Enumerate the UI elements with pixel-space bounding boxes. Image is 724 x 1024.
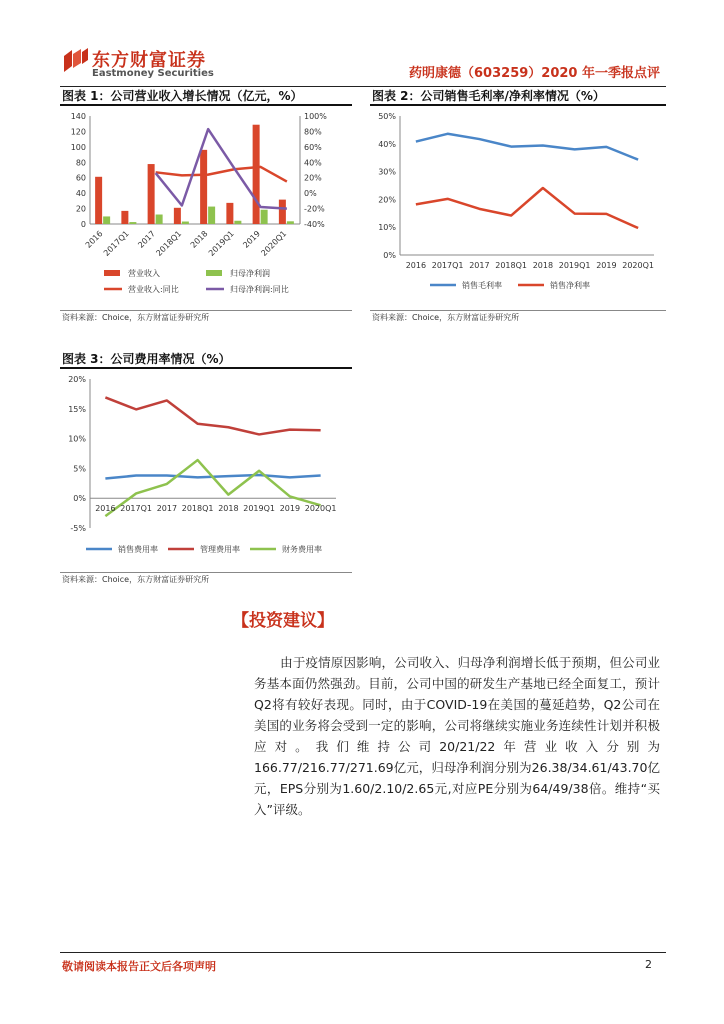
figure-2-y-tick-label: 10% [378,223,396,233]
figure-1-x-tick-label: 2017Q1 [101,229,131,258]
figure-3-chart [60,370,352,570]
figure-2-y-tick-label: 50% [378,112,396,121]
figure-1-left-tick-label: 140 [70,112,86,121]
figure-1-bar [261,210,268,224]
logo-english-name: Eastmoney Securities [92,68,214,79]
figure-2-rule [370,104,666,106]
figure-2-x-tick-label: 2017Q1 [431,261,464,270]
figure-1-left-tick-label: 120 [70,127,86,137]
figure-1-right-tick-label: 100% [304,112,327,121]
figure-1-legend-label: 营业收入 [128,269,160,278]
figure-1-legend-label: 归母净利润 [230,269,270,278]
figure-1-bar [174,208,181,224]
figure-3-y-tick-label: -5% [70,524,86,533]
figure-1-source: 资料来源：Choice，东方财富证券研究所 [62,313,210,322]
figure-3-source-rule [60,572,352,573]
figure-3-title: 图表 3：公司费用率情况（%） [62,352,231,366]
figure-1-x-tick-label: 2017 [136,229,158,250]
disclaimer-note: 敬请阅读本报告正文后各项声明 [62,960,216,973]
figure-1-bar [208,207,215,224]
section-title-investment-advice: 【投资建议】 [232,611,334,631]
figure-1-bar [200,150,207,224]
figure-2-legend-label: 销售毛利率 [462,281,502,290]
figure-2-x-tick-label: 2019Q1 [558,261,591,270]
figure-1-bar [253,125,260,224]
figure-1-legend-label: 营业收入:同比 [128,285,179,294]
figure-1-right-tick-label: 60% [304,142,322,152]
figure-2-y-tick-label: 30% [378,167,396,177]
figure-3-y-tick-label: 0% [73,494,86,504]
figure-1-bar [287,221,294,224]
figure-3-x-tick-label: 2020Q1 [304,504,337,514]
figure-2-y-tick-label: 20% [378,195,396,205]
figure-1-right-tick-label: 80% [304,127,322,137]
investment-advice-paragraph [254,652,660,820]
investment-advice-text: 由于疫情原因影响，公司收入、归母净利润增长低于预期，但公司业务基本面仍然强劲。目前，公司中国的研发生产基地已经全面复工，预计Q2将有较好表现。同时，由于COVID-19在美国的蔓延趋势，Q2公司在美国的业务将会受到一定的影响，公司将继续实施业务连续性计划并积极应对。我们维持公司20/21/22年营业收入分别为166.77/216.77/271.69亿元，归母净利润分别为26.38/34.61/43.70亿元，EPS分别为1.60/2.10/2.65元,对应PE分别为64/49/38倍。维持“买入”评级。 [254,655,660,817]
figure-2-line [416,134,638,160]
figure-1-x-tick-label: 2019Q1 [206,229,236,258]
figure-1-left-tick-label: 40 [75,189,86,199]
figure-3-legend-label: 销售费用率 [118,545,158,554]
figure-1-left-tick-label: 60 [75,173,86,183]
figure-1-bar [156,215,163,224]
figure-1-line [156,129,287,208]
figure-2-legend-label: 销售净利率 [550,281,590,290]
report-title: 药明康德（603259）2020 年一季报点评 [409,66,660,81]
figure-3-x-tick-label: 2018 [218,504,239,514]
figure-1-right-tick-label: -40% [304,220,325,229]
figure-2-y-tick-label: 40% [378,139,396,149]
page-number: 2 [645,958,652,971]
figure-1-bar [234,221,241,224]
figure-3-y-tick-label: 5% [73,464,86,474]
figure-1-x-tick-label: 2018 [188,229,210,250]
figure-1-right-tick-label: -20% [304,204,325,214]
figure-1-left-tick-label: 80 [75,158,86,168]
figure-1-right-tick-label: 40% [304,158,322,168]
figure-2-source-rule [370,310,666,311]
figure-3-y-tick-label: 10% [68,434,86,444]
figure-3-source: 资料来源：Choice，东方财富证券研究所 [62,575,210,584]
figure-1-left-tick-label: 0 [80,220,86,229]
figure-1-bar [226,203,233,224]
figure-2-x-tick-label: 2017 [469,261,490,270]
figure-3-y-tick-label: 20% [68,375,86,384]
figure-1-left-tick-label: 20 [75,204,86,214]
figure-1-legend-swatch [104,270,120,276]
figure-1-title: 图表 1：公司营业收入增长情况（亿元，%） [62,89,303,103]
figure-3-line [105,397,320,434]
figure-1-line [156,167,287,182]
figure-2-chart [370,108,666,308]
figure-3-x-tick-label: 2017Q1 [120,504,152,514]
eastmoney-logo-icon [60,46,90,76]
figure-2-line [416,188,638,228]
footer-divider [60,952,666,953]
figure-1-bar [182,222,189,224]
figure-1-right-tick-label: 0% [304,189,317,199]
figure-1-right-tick-label: 20% [304,173,322,183]
page-header [60,44,666,84]
figure-1-bar [129,222,136,224]
figure-1-bar [148,164,155,224]
figure-2-x-tick-label: 2016 [405,261,427,270]
figure-1-x-tick-label: 2019 [241,229,263,250]
figure-1-legend-label: 归母净利润:同比 [230,285,289,294]
figure-2-title: 图表 2：公司销售毛利率/净利率情况（%） [372,89,605,103]
figure-3-x-tick-label: 2016 [95,504,116,514]
figure-3-x-tick-label: 2019Q1 [243,504,275,514]
figure-2-x-tick-label: 2019 [596,261,617,270]
figure-1-chart [60,108,352,308]
figure-1-bar [95,177,102,224]
figure-3-legend-label: 管理费用率 [200,545,240,554]
figure-2-x-tick-label: 2018Q1 [495,261,527,270]
figure-2-source: 资料来源：Choice，东方财富证券研究所 [372,313,520,322]
figure-1-rule [60,104,352,106]
figure-3-x-tick-label: 2017 [156,504,178,514]
figure-1-bar [121,211,128,224]
figure-3-x-tick-label: 2019 [279,504,301,514]
figure-3-legend-label: 财务费用率 [282,545,322,554]
figure-1-x-tick-label: 2020Q1 [259,229,289,258]
figure-1-source-rule [60,310,352,311]
figure-2-x-tick-label: 2020Q1 [622,261,654,270]
figure-1-bar [103,216,110,224]
figure-1-bar [279,200,286,224]
figure-1-legend-swatch [206,270,222,276]
figure-1-x-tick-label: 2018Q1 [154,229,184,258]
figure-2-x-tick-label: 2018 [532,261,554,270]
figure-1-x-tick-label: 2016 [83,229,105,250]
logo-chinese-name: 东方财富证券 [92,50,206,71]
figure-1-left-tick-label: 100 [70,142,86,152]
figure-3-rule [60,367,352,369]
figure-2-y-tick-label: 0% [383,251,396,260]
figure-3-y-tick-label: 15% [68,404,86,414]
figure-3-x-tick-label: 2018Q1 [181,504,214,514]
